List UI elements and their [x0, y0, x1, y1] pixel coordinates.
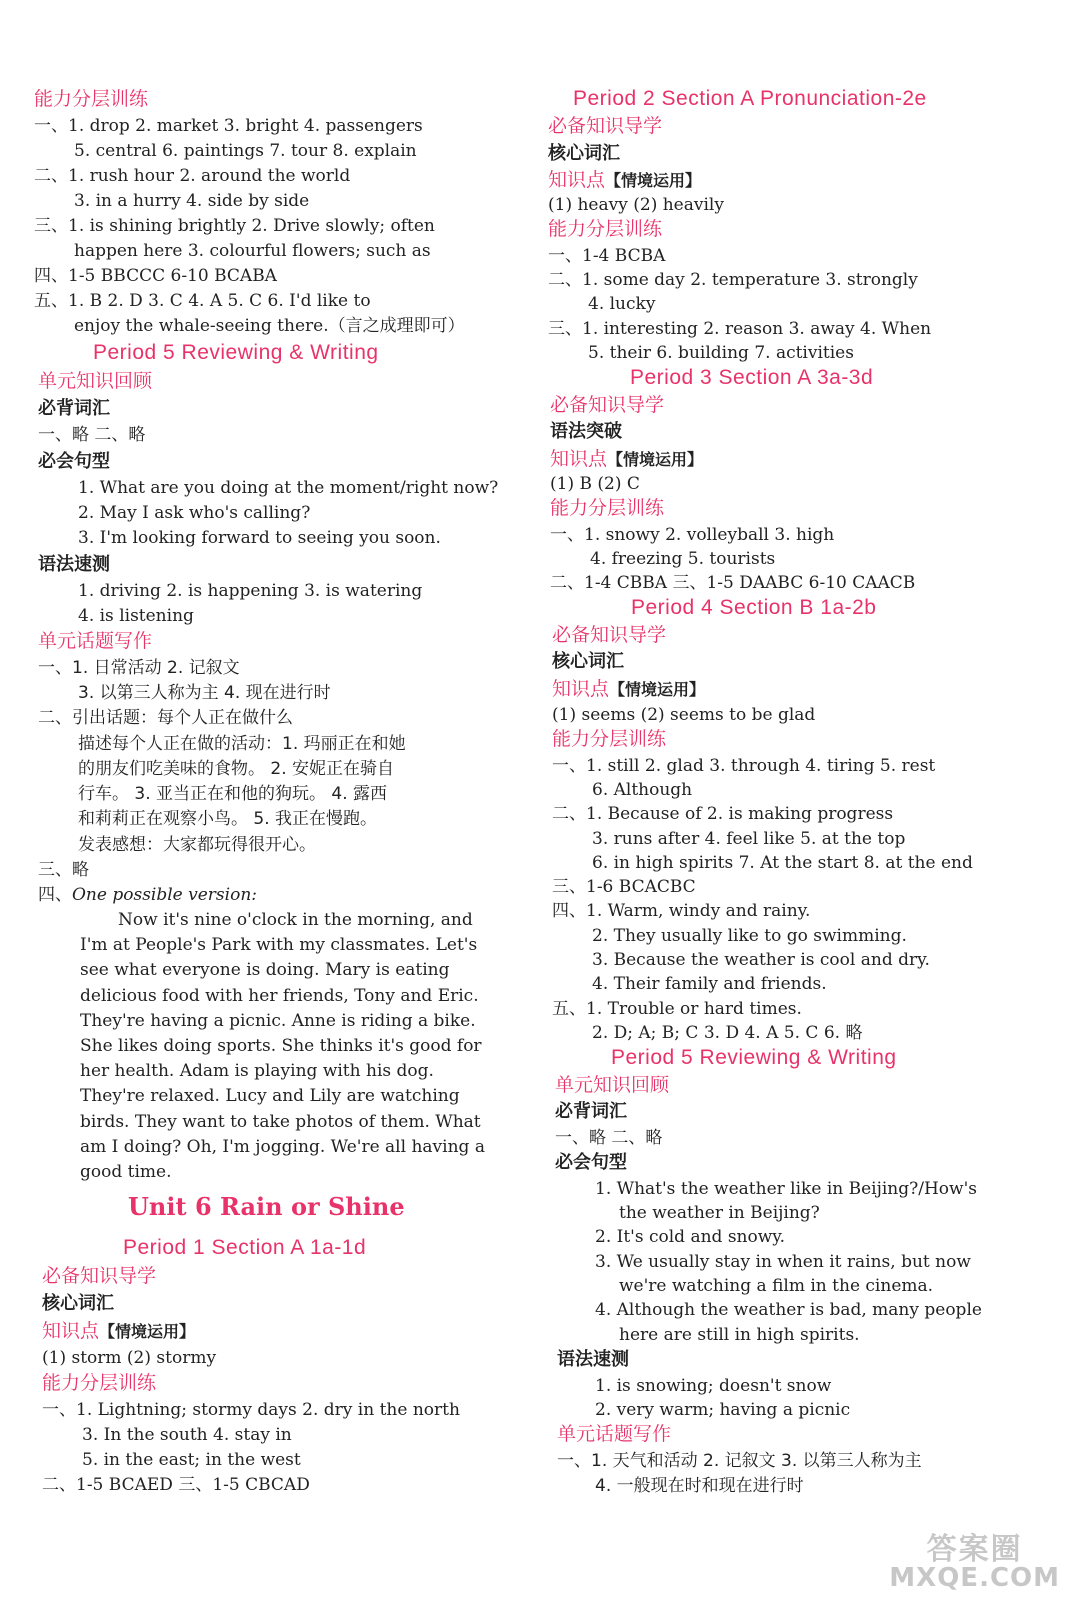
answer-line: 发表感想：大家都玩得很开心。 — [78, 835, 316, 855]
answer-line: 4. 一般现在时和现在进行时 — [595, 1476, 804, 1496]
section-heading: 单元话题写作 — [38, 630, 153, 652]
answer-line: happen here 3. colourful flowers; such as — [74, 241, 431, 261]
context-tag: 【情境运用】 — [99, 1322, 196, 1341]
period-title: Period 5 Reviewing & Writing — [93, 341, 379, 364]
answer-line: 的朋友们吃美味的食物。 2. 安妮正在骑自 — [78, 759, 395, 779]
answer-line: 1. What's the weather like in Beijing?/How's — [595, 1179, 977, 1199]
section-heading: 能力分层训练 — [552, 728, 667, 750]
essay-line: good time. — [80, 1162, 172, 1182]
answer-line: 一、1. snowy 2. volleyball 3. high — [550, 525, 835, 545]
subheading: 必背词汇 — [38, 398, 110, 419]
answer-line: (1) storm (2) stormy — [42, 1348, 217, 1368]
subheading: 必会句型 — [555, 1152, 627, 1173]
answer-line: 一、1. still 2. glad 3. through 4. tiring 5. rest — [552, 756, 936, 776]
answer-line: 二、1-5 BCAED 三、1-5 CBCAD — [42, 1475, 310, 1495]
subheading: 必背词汇 — [555, 1101, 627, 1122]
answer-line: 五、1. Trouble or hard times. — [552, 999, 802, 1019]
section-heading: 必备知识导学 — [550, 394, 665, 416]
section-heading: 必备知识导学 — [548, 115, 663, 137]
essay-line: see what everyone is doing. Mary is eating — [80, 960, 450, 980]
watermark-en: MXQE.COM — [889, 1563, 1060, 1593]
answer-line: 4. Their family and friends. — [592, 974, 827, 994]
essay-line: I'm at People's Park with my classmates. Let's — [80, 935, 478, 955]
subheading: 语法突破 — [550, 421, 622, 442]
answer-line: 3. We usually stay in when it rains, but now — [595, 1252, 971, 1272]
unit-title: Unit 6 Rain or Shine — [128, 1192, 405, 1221]
period-title: Period 5 Reviewing & Writing — [611, 1046, 897, 1069]
answer-line: we're watching a film in the cinema. — [619, 1276, 934, 1296]
section-heading: 单元话题写作 — [557, 1423, 672, 1445]
period-title: Period 3 Section A 3a-3d — [630, 366, 874, 389]
essay-line: They're having a picnic. Anne is riding a bike. — [80, 1011, 476, 1031]
version-label: One possible version: — [72, 885, 257, 905]
answer-line: 二、引出话题：每个人正在做什么 — [38, 708, 293, 728]
answer-line: 3. runs after 4. feel like 5. at the top — [592, 829, 906, 849]
knowledge-point — [548, 169, 701, 192]
section-heading: 必备知识导学 — [552, 624, 667, 646]
knowledge-label: 知识点 — [42, 1320, 100, 1342]
answer-line: 三、1-6 BCACBC — [552, 877, 696, 897]
answer-line: 三、1. interesting 2. reason 3. away 4. When — [548, 319, 932, 339]
knowledge-label: 知识点 — [552, 678, 610, 700]
knowledge-point — [550, 448, 703, 471]
answer-line: 1. What are you doing at the moment/right now? — [78, 478, 499, 498]
answer-line: 2. very warm; having a picnic — [595, 1400, 851, 1420]
answer-line: 2. It's cold and snowy. — [595, 1227, 786, 1247]
section-heading: 能力分层训练 — [548, 218, 663, 240]
answer-line: 4. Although the weather is bad, many people — [595, 1300, 982, 1320]
subheading: 语法速测 — [557, 1349, 629, 1370]
answer-line: 1. driving 2. is happening 3. is watering — [78, 581, 423, 601]
watermark-logo — [889, 1532, 1060, 1593]
answer-line: 4. freezing 5. tourists — [590, 549, 776, 569]
answer-line: 1. is snowing; doesn't snow — [595, 1376, 832, 1396]
answer-line — [38, 884, 257, 906]
answer-line: 描述每个人正在做的活动：1. 玛丽正在和她 — [78, 734, 406, 754]
answer-line: 2. D; A; B; C 3. D 4. A 5. C 6. 略 — [592, 1023, 863, 1043]
answer-line: 五、1. B 2. D 3. C 4. A 5. C 6. I'd like to — [34, 291, 371, 311]
section-heading: 单元知识回顾 — [38, 370, 153, 392]
knowledge-label: 知识点 — [548, 169, 606, 191]
answer-line: 6. Although — [592, 780, 693, 800]
period-title: Period 4 Section B 1a-2b — [631, 596, 877, 619]
answer-line: 4. is listening — [78, 606, 194, 626]
answer-line: the weather in Beijing? — [619, 1203, 820, 1223]
essay-line: birds. They want to take photos of them. What — [80, 1112, 481, 1132]
answer-line: 5. in the east; in the west — [82, 1450, 301, 1470]
answer-line: 一、1-4 BCBA — [548, 246, 666, 266]
answer-line: 6. in high spirits 7. At the start 8. at the end — [592, 853, 973, 873]
answer-line: 一、1. drop 2. market 3. bright 4. passengers — [34, 116, 423, 136]
answer-line: 二、1. some day 2. temperature 3. strongly — [548, 270, 918, 290]
essay-line: She likes doing sports. She thinks it's good for — [80, 1036, 482, 1056]
answer-line: 3. in a hurry 4. side by side — [74, 191, 310, 211]
answer-line: 3. 以第三人称为主 4. 现在进行时 — [78, 683, 331, 703]
answer-line: (1) seems (2) seems to be glad — [552, 705, 816, 725]
answer-line: 4. lucky — [588, 294, 656, 314]
section-heading: 能力分层训练 — [42, 1372, 157, 1394]
answer-line: 2. They usually like to go swimming. — [592, 926, 907, 946]
answer-line: 四、1. Warm, windy and rainy. — [552, 901, 811, 921]
watermark-cn: 答案圈 — [926, 1532, 1023, 1567]
answer-line: 行车。 3. 亚当正在和他的狗玩。 4. 露西 — [78, 784, 388, 804]
answer-line: 一、1. 日常活动 2. 记叙文 — [38, 658, 240, 678]
answer-line: 一、略 二、略 — [555, 1128, 663, 1148]
answer-line: 3. In the south 4. stay in — [82, 1425, 292, 1445]
section-heading: 能力分层训练 — [550, 497, 665, 519]
answer-line: 二、1-4 CBBA 三、1-5 DAABC 6-10 CAACB — [550, 573, 916, 593]
answer-line: 三、略 — [38, 860, 89, 880]
answer-line: (1) B (2) C — [550, 474, 640, 494]
subheading: 语法速测 — [38, 554, 110, 575]
answer-line: 四、1-5 BBCCC 6-10 BCABA — [34, 266, 277, 286]
answer-line: 3. Because the weather is cool and dry. — [592, 950, 930, 970]
essay-line: am I doing? Oh, I'm jogging. We're all having a — [80, 1137, 485, 1157]
answer-line: 和莉莉正在观察小鸟。 5. 我正在慢跑。 — [78, 809, 378, 829]
essay-line: delicious food with her friends, Tony and Eric. — [80, 986, 479, 1006]
answer-line: 一、1. Lightning; stormy days 2. dry in the north — [42, 1400, 460, 1420]
context-tag: 【情境运用】 — [609, 680, 706, 699]
answer-line: 二、1. rush hour 2. around the world — [34, 166, 351, 186]
answer-line: 3. I'm looking forward to seeing you soon. — [78, 528, 441, 548]
answer-line: 二、1. Because of 2. is making progress — [552, 804, 894, 824]
subheading: 核心词汇 — [552, 651, 624, 672]
essay-line: Now it's nine o'clock in the morning, and — [118, 910, 473, 930]
answer-line: 三、1. is shining brightly 2. Drive slowly; often — [34, 216, 435, 236]
subheading: 必会句型 — [38, 451, 110, 472]
section-heading: 单元知识回顾 — [555, 1074, 670, 1096]
knowledge-label: 知识点 — [550, 448, 608, 470]
answer-line: enjoy the whale-seeing there.（言之成理即可） — [74, 316, 465, 336]
item-number: 四、 — [38, 885, 72, 905]
subheading: 核心词汇 — [548, 143, 620, 164]
period-title: Period 2 Section A Pronunciation-2e — [573, 87, 927, 110]
section-heading: 必备知识导学 — [42, 1265, 157, 1287]
answer-line: 5. their 6. building 7. activities — [588, 343, 854, 363]
context-tag: 【情境运用】 — [605, 171, 702, 190]
knowledge-point — [42, 1320, 195, 1343]
answer-line: 一、1. 天气和活动 2. 记叙文 3. 以第三人称为主 — [557, 1451, 922, 1471]
period-title: Period 1 Section A 1a-1d — [123, 1236, 367, 1259]
answer-line: 2. May I ask who's calling? — [78, 503, 311, 523]
answer-line: here are still in high spirits. — [619, 1325, 860, 1345]
section-heading: 能力分层训练 — [34, 88, 149, 110]
essay-line: her health. Adam is playing with his dog. — [80, 1061, 434, 1081]
answer-line: 5. central 6. paintings 7. tour 8. explain — [74, 141, 417, 161]
context-tag: 【情境运用】 — [607, 450, 704, 469]
essay-line: They're relaxed. Lucy and Lily are watching — [80, 1086, 460, 1106]
answer-line: (1) heavy (2) heavily — [548, 195, 724, 215]
subheading: 核心词汇 — [42, 1293, 114, 1314]
knowledge-point — [552, 678, 705, 701]
answer-line: 一、略 二、略 — [38, 425, 146, 445]
